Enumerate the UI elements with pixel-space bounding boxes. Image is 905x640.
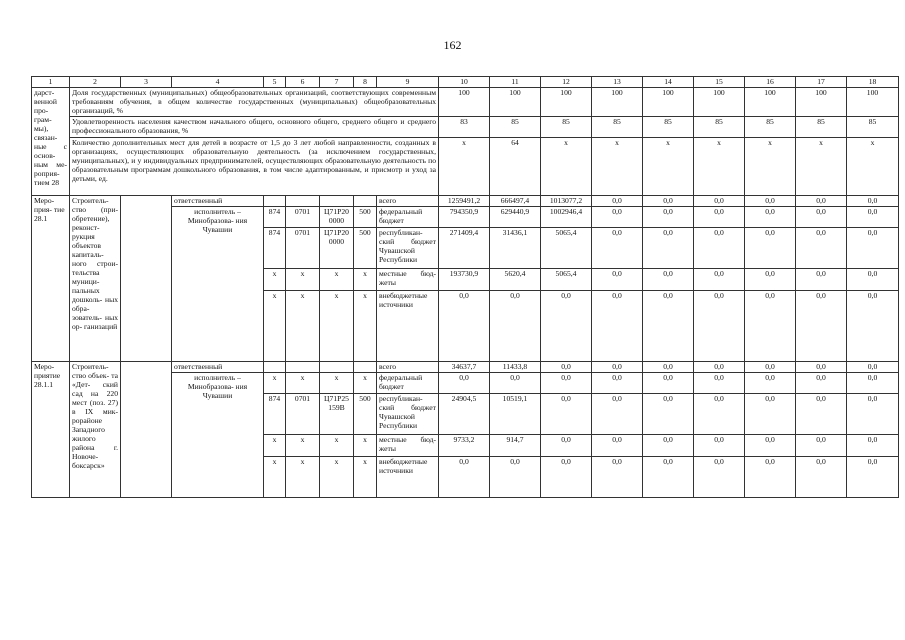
funding-value: 0,0 [847, 457, 899, 498]
funding-value: 0,0 [592, 291, 643, 362]
indicator-value: 100 [847, 88, 899, 117]
measure-row [32, 196, 899, 207]
indicator-text: Доля государственных (муниципальных) общеобразовательных организаций, соответствующих современным требованиям обучения, в общем количестве государственных (муниципальных) общеобразовательных организаций, % [70, 88, 439, 117]
funding-source: всего [377, 196, 439, 207]
code-vr: 500 [354, 207, 377, 228]
code-rzpr: 0701 [286, 228, 320, 269]
funding-value: 34637,7 [439, 362, 490, 373]
funding-value: 193730,9 [439, 269, 490, 291]
code-gr: 874 [264, 228, 286, 269]
funding-value: 0,0 [796, 228, 847, 269]
indicator-value: 85 [541, 117, 592, 138]
funding-value: 0,0 [592, 373, 643, 394]
code-vr: х [354, 457, 377, 498]
column-number: 2 [70, 77, 121, 88]
funding-value: 0,0 [847, 291, 899, 362]
code-gr: х [264, 291, 286, 362]
indicator-value: х [796, 138, 847, 196]
code-gr [264, 196, 286, 207]
funding-value: 0,0 [541, 394, 592, 435]
funding-value: 0,0 [643, 394, 694, 435]
column-number: 17 [796, 77, 847, 88]
indicator-value: х [745, 138, 796, 196]
funding-value: 5065,4 [541, 228, 592, 269]
code-csr: х [320, 291, 354, 362]
indicator-side-label: дарст- венной про- грам- мы), связан- ные с основ- ным ме- роприя- тием 28 [32, 88, 70, 196]
funding-value: 0,0 [439, 373, 490, 394]
funding-value: 0,0 [694, 196, 745, 207]
column-number: 4 [172, 77, 264, 88]
funding-value: 0,0 [643, 207, 694, 228]
indicator-row [32, 117, 899, 138]
funding-value: 0,0 [745, 228, 796, 269]
code-gr [264, 362, 286, 373]
funding-value: 5065,4 [541, 269, 592, 291]
indicator-value: 100 [541, 88, 592, 117]
code-csr: х [320, 457, 354, 498]
funding-value: 0,0 [796, 394, 847, 435]
funding-source: всего [377, 362, 439, 373]
funding-source: федеральный бюджет [377, 207, 439, 228]
code-gr: 874 [264, 207, 286, 228]
code-csr: Ц71Р20 0000 [320, 207, 354, 228]
funding-value: 0,0 [694, 269, 745, 291]
indicator-value: 85 [847, 117, 899, 138]
code-rzpr: х [286, 457, 320, 498]
funding-value: 0,0 [796, 435, 847, 457]
code-csr: х [320, 373, 354, 394]
code-rzpr: х [286, 291, 320, 362]
funding-value: 0,0 [490, 291, 541, 362]
responsible-executor: исполнитель – Минобразова- ния Чувашии [172, 373, 264, 498]
code-rzpr: 0701 [286, 207, 320, 228]
indicator-value: х [694, 138, 745, 196]
funding-value: 0,0 [745, 207, 796, 228]
code-vr: х [354, 373, 377, 394]
funding-value: 0,0 [796, 373, 847, 394]
funding-value: 0,0 [592, 362, 643, 373]
code-gr: 874 [264, 394, 286, 435]
funding-value: 0,0 [796, 207, 847, 228]
funding-value: 0,0 [592, 269, 643, 291]
code-rzpr: 0701 [286, 394, 320, 435]
code-gr: х [264, 435, 286, 457]
code-vr: 500 [354, 394, 377, 435]
empty-cell [121, 196, 172, 362]
indicator-value: 85 [643, 117, 694, 138]
funding-value: 0,0 [694, 373, 745, 394]
funding-value: 0,0 [694, 435, 745, 457]
column-number: 16 [745, 77, 796, 88]
funding-value: 0,0 [643, 228, 694, 269]
funding-value: 0,0 [541, 362, 592, 373]
funding-value: 0,0 [847, 435, 899, 457]
funding-value: 0,0 [592, 228, 643, 269]
indicator-value: х [439, 138, 490, 196]
indicator-row [32, 138, 899, 196]
code-rzpr [286, 196, 320, 207]
column-number: 7 [320, 77, 354, 88]
program-table [31, 76, 899, 498]
column-number: 11 [490, 77, 541, 88]
funding-value: 0,0 [796, 362, 847, 373]
column-number: 15 [694, 77, 745, 88]
indicator-value: 83 [439, 117, 490, 138]
indicator-value: 85 [745, 117, 796, 138]
funding-source: республикан- ский бюджет Чувашской Республики [377, 394, 439, 435]
funding-value: 0,0 [643, 435, 694, 457]
funding-value: 0,0 [745, 373, 796, 394]
code-vr: 500 [354, 228, 377, 269]
funding-value: 0,0 [796, 291, 847, 362]
funding-value: 0,0 [592, 394, 643, 435]
funding-value: 0,0 [847, 269, 899, 291]
funding-value: 914,7 [490, 435, 541, 457]
funding-value: 0,0 [643, 269, 694, 291]
indicator-value: 85 [796, 117, 847, 138]
column-number: 12 [541, 77, 592, 88]
funding-value: 0,0 [541, 291, 592, 362]
funding-value: 0,0 [643, 291, 694, 362]
header-row [32, 77, 899, 88]
indicator-value: 100 [694, 88, 745, 117]
indicator-value: 100 [745, 88, 796, 117]
measure-name: Строитель- ство объек- та «Дет- ский сад на 220 мест (поз. 27) в IX мик- рорайоне Западного жилого района г. Новоче- боксарск» [70, 362, 121, 498]
funding-value: 0,0 [643, 196, 694, 207]
column-number: 14 [643, 77, 694, 88]
funding-value: 0,0 [541, 457, 592, 498]
funding-value: 0,0 [847, 394, 899, 435]
funding-value: 0,0 [439, 457, 490, 498]
funding-value: 0,0 [643, 373, 694, 394]
funding-value: 666497,4 [490, 196, 541, 207]
funding-value: 11433,8 [490, 362, 541, 373]
funding-value: 0,0 [592, 196, 643, 207]
code-gr: х [264, 373, 286, 394]
measure-name: Строитель- ство (при- обретение), реконст- рукция объектов капиталь- ного строи- тельства муници- пальных дошколь- ных обра- зователь- ных ор- ганизаций [70, 196, 121, 362]
funding-value: 24904,5 [439, 394, 490, 435]
indicator-value: х [643, 138, 694, 196]
measure-row [32, 362, 899, 373]
indicator-value: х [541, 138, 592, 196]
funding-value: 0,0 [541, 373, 592, 394]
indicator-value: 100 [643, 88, 694, 117]
funding-value: 0,0 [847, 196, 899, 207]
column-number: 8 [354, 77, 377, 88]
column-number: 5 [264, 77, 286, 88]
funding-value: 1013077,2 [541, 196, 592, 207]
funding-value: 5620,4 [490, 269, 541, 291]
indicator-value: 100 [439, 88, 490, 117]
code-csr [320, 196, 354, 207]
funding-value: 1259491,2 [439, 196, 490, 207]
code-vr [354, 362, 377, 373]
funding-value: 0,0 [694, 394, 745, 435]
column-number: 13 [592, 77, 643, 88]
code-vr: х [354, 269, 377, 291]
funding-source: республикан- ский бюджет Чувашской Республики [377, 228, 439, 269]
code-csr: Ц71Р25 159В [320, 394, 354, 435]
funding-value: 0,0 [643, 362, 694, 373]
funding-value: 0,0 [490, 457, 541, 498]
code-vr: х [354, 435, 377, 457]
code-csr: Ц71Р20 0000 [320, 228, 354, 269]
code-rzpr: х [286, 373, 320, 394]
funding-value: 0,0 [694, 291, 745, 362]
code-rzpr [286, 362, 320, 373]
funding-source: внебюджетные источники [377, 457, 439, 498]
funding-value: 0,0 [592, 457, 643, 498]
funding-source: местные бюд- жеты [377, 269, 439, 291]
indicator-value: х [847, 138, 899, 196]
responsible-label: ответственный [172, 196, 264, 207]
funding-value: 0,0 [847, 373, 899, 394]
indicator-value: х [592, 138, 643, 196]
funding-source: внебюджетные источники [377, 291, 439, 362]
indicator-value: 100 [796, 88, 847, 117]
column-number: 1 [32, 77, 70, 88]
indicator-text: Количество дополнительных мест для детей в возрасте от 1,5 до 3 лет любой направленности, созданных в организациях, осуществляющих образовательную деятельность (за исключением государственных, муниципальных), и у индивидуальных предпринимателей, осуществляющих образовательную деятельность по образовательным программам дошкольного образования, в том числе адаптированным, и присмотр и уход за детьми, ед. [70, 138, 439, 196]
funding-value: 10519,1 [490, 394, 541, 435]
funding-value: 0,0 [796, 196, 847, 207]
funding-value: 0,0 [694, 228, 745, 269]
funding-value: 0,0 [847, 207, 899, 228]
funding-value: 0,0 [592, 435, 643, 457]
page-number: 162 [443, 38, 462, 52]
funding-value: 0,0 [847, 362, 899, 373]
funding-value: 0,0 [745, 291, 796, 362]
indicator-value: 100 [490, 88, 541, 117]
measure-id: Меро- приятие 28.1.1 [32, 362, 70, 498]
column-number: 9 [377, 77, 439, 88]
funding-value: 0,0 [541, 435, 592, 457]
funding-value: 0,0 [745, 269, 796, 291]
code-csr: х [320, 435, 354, 457]
column-number: 6 [286, 77, 320, 88]
funding-value: 0,0 [694, 457, 745, 498]
indicator-value: 100 [592, 88, 643, 117]
funding-value: 629440,9 [490, 207, 541, 228]
funding-value: 794350,9 [439, 207, 490, 228]
indicator-value: 64 [490, 138, 541, 196]
funding-source: местные бюд- жеты [377, 435, 439, 457]
funding-value: 0,0 [745, 362, 796, 373]
code-rzpr: х [286, 269, 320, 291]
code-gr: х [264, 457, 286, 498]
funding-value: 0,0 [745, 435, 796, 457]
funding-value: 0,0 [694, 362, 745, 373]
indicator-row [32, 88, 899, 117]
funding-value: 271409,4 [439, 228, 490, 269]
funding-value: 0,0 [796, 457, 847, 498]
funding-value: 0,0 [745, 394, 796, 435]
empty-cell [121, 362, 172, 498]
funding-value: 0,0 [745, 196, 796, 207]
column-number: 18 [847, 77, 899, 88]
code-csr [320, 362, 354, 373]
indicator-value: 85 [694, 117, 745, 138]
column-number: 10 [439, 77, 490, 88]
funding-source: федеральный бюджет [377, 373, 439, 394]
funding-value: 0,0 [490, 373, 541, 394]
funding-value: 0,0 [796, 269, 847, 291]
code-gr: х [264, 269, 286, 291]
funding-value: 0,0 [643, 457, 694, 498]
responsible-executor: исполнитель – Минобразова- ния Чувашии [172, 207, 264, 362]
funding-value: 1002946,4 [541, 207, 592, 228]
funding-value: 0,0 [745, 457, 796, 498]
funding-value: 9733,2 [439, 435, 490, 457]
funding-value: 0,0 [439, 291, 490, 362]
funding-value: 31436,1 [490, 228, 541, 269]
measure-id: Меро- прия- тие 28.1 [32, 196, 70, 362]
indicator-text: Удовлетворенность населения качеством начального общего, основного общего, среднего общего и среднего профессионального образования, % [70, 117, 439, 138]
column-number: 3 [121, 77, 172, 88]
funding-value: 0,0 [694, 207, 745, 228]
code-csr: х [320, 269, 354, 291]
responsible-label: ответственный [172, 362, 264, 373]
code-rzpr: х [286, 435, 320, 457]
funding-value: 0,0 [592, 207, 643, 228]
code-vr: х [354, 291, 377, 362]
funding-value: 0,0 [847, 228, 899, 269]
indicator-value: 85 [490, 117, 541, 138]
code-vr [354, 196, 377, 207]
indicator-value: 85 [592, 117, 643, 138]
